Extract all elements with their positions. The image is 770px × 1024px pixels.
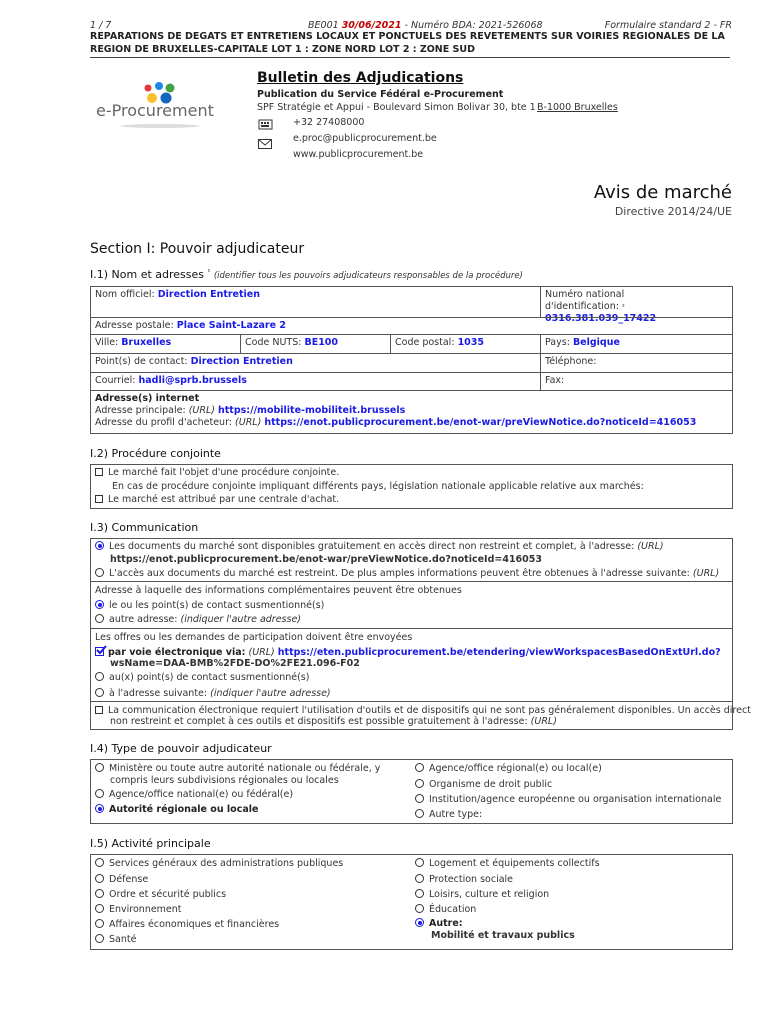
type-regional-authority-radio[interactable] (95, 804, 104, 813)
ecomm-label-2 (110, 716, 557, 727)
phone-cell (540, 353, 733, 373)
offers-url-tag: (URL) (248, 647, 275, 658)
type-eu-institution-option[interactable] (415, 794, 721, 805)
phone-label: Téléphone: (545, 356, 597, 367)
docs-restricted-option[interactable] (95, 568, 719, 579)
type-ministry-option[interactable] (95, 763, 380, 774)
official-name-value: Direction Entretien (157, 289, 261, 300)
postal-cell (90, 317, 733, 335)
activity-economic-option[interactable] (95, 919, 279, 930)
type-public-law-radio[interactable] (415, 779, 424, 788)
activity-general-radio[interactable] (95, 858, 104, 867)
type-public-law-option[interactable] (415, 779, 552, 790)
notice-title: Avis de marché (593, 182, 732, 203)
activity-general-label: Services généraux des administrations publiques (109, 858, 344, 869)
fax-cell (540, 372, 733, 391)
bulletin-phone: +32 27408000 (293, 117, 365, 128)
docs-free-url-tag: (URL) (637, 541, 664, 552)
docs-restricted-radio[interactable] (95, 568, 104, 577)
type-ministry-label-2: compris leurs subdivisions régionales ou locales (110, 775, 339, 786)
type-national-agency-option[interactable] (95, 789, 293, 800)
central-purchasing-checkbox[interactable] (95, 495, 103, 503)
activity-security-label: Ordre et sécurité publics (109, 889, 227, 900)
bulletin-web[interactable]: www.publicprocurement.be (293, 149, 424, 160)
offers-link-cont[interactable]: wsName=DAA-BMB%2FDE-DO%2FE21.096-F02 (110, 658, 360, 669)
main-url-label: Adresse principale: (95, 405, 186, 416)
info-other-label: autre adresse: (109, 614, 178, 625)
info-contact-option[interactable] (95, 600, 324, 611)
city-label: Ville: (95, 337, 119, 348)
email-value[interactable]: hadli@sprb.brussels (138, 375, 247, 386)
activity-education-radio[interactable] (415, 904, 424, 913)
logo-text: e-Procurement (96, 101, 214, 120)
email-label: Courriel: (95, 375, 136, 386)
ecomm-checkbox[interactable] (95, 706, 103, 714)
activity-general-option[interactable] (95, 858, 343, 869)
buyer-url-label: Adresse du profil d'acheteur: (95, 417, 233, 428)
info-contact-label: le ou les point(s) de contact susmentionné(s) (109, 600, 325, 611)
nuts-value: BE100 (304, 337, 339, 348)
type-national-agency-radio[interactable] (95, 789, 104, 798)
main-url-tag: (URL) (188, 405, 215, 416)
type-regional-agency-radio[interactable] (415, 763, 424, 772)
offers-contact-option[interactable] (95, 672, 309, 683)
info-title: Adresse à laquelle des informations complémentaires peuvent être obtenues (95, 585, 462, 596)
activity-defense-option[interactable] (95, 874, 148, 885)
official-name-label: Nom officiel: (95, 289, 155, 300)
activity-defense-label: Défense (109, 874, 149, 885)
ecomm-option[interactable] (95, 705, 751, 716)
central-purchasing-label: Le marché est attribué par une centrale d'achat. (108, 494, 340, 505)
docs-free-link[interactable]: https://enot.publicprocurement.be/enot-war/preViewNotice.do?noticeId=416053 (110, 554, 542, 565)
ecomm-url-tag: (URL) (530, 716, 557, 727)
activity-housing-label: Logement et équipements collectifs (429, 858, 600, 869)
activity-other-radio[interactable] (415, 918, 424, 927)
activity-leisure-label: Loisirs, culture et religion (429, 889, 550, 900)
activity-leisure-radio[interactable] (415, 889, 424, 898)
info-contact-radio[interactable] (95, 600, 104, 609)
buyer-url-link[interactable]: https://enot.publicprocurement.be/enot-war/preViewNotice.do?noticeId=416053 (264, 417, 697, 428)
bulletin-email[interactable]: e.proc@publicprocurement.be (293, 133, 437, 144)
type-other-option[interactable] (415, 809, 482, 820)
offers-address-hint: (indiquer l'autre adresse) (210, 688, 331, 699)
contract-title: REPARATIONS DE DEGATS ET ENTRETIENS LOCAUX ET PONCTUELS DES REVETEMENTS SUR VOIRIES REGIONALES DE LA REGION DE BRUXELLES-CAPITALE LOT 1 : ZONE NORD LOT 2 : ZONE SUD (90, 31, 725, 55)
activity-education-label: Éducation (429, 904, 477, 915)
activity-other-option[interactable] (415, 918, 463, 929)
bulletin-address: SPF Stratégie et Appui - Boulevard Simon Bolivar 30, bte 1 (257, 102, 536, 113)
type-regional-agency-option[interactable] (415, 763, 602, 774)
offers-contact-radio[interactable] (95, 672, 104, 681)
fax-label: Fax: (545, 375, 565, 386)
offers-address-radio[interactable] (95, 688, 104, 697)
s11-heading-text: I.1) Nom et adresses (90, 268, 205, 281)
type-ministry-label: Ministère ou toute autre autorité nationale ou fédérale, y (109, 763, 381, 774)
internet-label: Adresse(s) internet (95, 393, 200, 404)
offers-contact-label: au(x) point(s) de contact susmentionné(s) (109, 672, 310, 683)
notice-ref (308, 20, 543, 31)
ref-prefix: BE001 (308, 20, 339, 31)
activity-environment-radio[interactable] (95, 904, 104, 913)
email-cell (90, 372, 541, 391)
national-id-sup: ² (622, 303, 625, 311)
activity-defense-radio[interactable] (95, 874, 104, 883)
nuts-cell (240, 334, 391, 354)
section-title: Section I: Pouvoir adjudicateur (90, 241, 305, 257)
type-eu-institution-label: Institution/agence européenne ou organisation internationale (429, 794, 722, 805)
activity-social-radio[interactable] (415, 874, 424, 883)
activity-education-option[interactable] (415, 904, 476, 915)
main-url-link[interactable]: https://mobilite-mobiliteit.brussels (218, 405, 406, 416)
activity-security-radio[interactable] (95, 889, 104, 898)
info-other-hint: (indiquer l'autre adresse) (180, 614, 301, 625)
email-icon (258, 134, 272, 153)
city-value: Bruxelles (121, 337, 172, 348)
activity-other-label: Autre: (429, 918, 463, 929)
joint-procedure-option[interactable] (95, 467, 339, 478)
buyer-url-tag: (URL) (235, 417, 262, 428)
s11-hint: (identifier tous les pouvoirs adjudicateurs responsables de la procédure) (213, 271, 523, 281)
postcode-cell (390, 334, 541, 354)
contact-label: Point(s) de contact: (95, 356, 188, 367)
activity-social-label: Protection sociale (429, 874, 514, 885)
info-other-radio[interactable] (95, 614, 104, 623)
activity-economic-label: Affaires économiques et financières (109, 919, 280, 930)
header-divider (90, 57, 730, 58)
postal-value: Place Saint-Lazare 2 (176, 320, 286, 331)
docs-restricted-url-tag: (URL) (692, 568, 720, 579)
type-regional-authority-option[interactable] (95, 804, 258, 815)
activity-health-radio[interactable] (95, 934, 104, 943)
activity-housing-option[interactable] (415, 858, 600, 869)
bda-number: - Numéro BDA: 2021-526068 (404, 20, 543, 31)
eprocurement-logo (96, 80, 226, 130)
offers-electronic-label: par voie électronique via: (108, 647, 246, 658)
joint-procedure-checkbox[interactable] (95, 468, 103, 476)
bulletin-publisher: Publication du Service Fédéral e-Procurement (257, 89, 504, 100)
phone-icon (258, 116, 274, 135)
page-counter: 1 / 7 (90, 20, 112, 31)
activity-leisure-option[interactable] (415, 889, 549, 900)
s11-heading (90, 268, 523, 281)
activity-economic-radio[interactable] (95, 919, 104, 928)
internet-cell (90, 390, 733, 434)
contact-cell (90, 353, 541, 373)
offers-address-label: à l'adresse suivante: (109, 688, 208, 699)
offers-electronic-checkbox[interactable] (95, 647, 104, 656)
postal-label: Adresse postale: (95, 320, 174, 331)
joint-procedure-label: Le marché fait l'objet d'une procédure conjointe. (108, 467, 340, 478)
type-eu-institution-radio[interactable] (415, 794, 424, 803)
docs-free-radio[interactable] (95, 541, 104, 550)
s14-heading: I.4) Type de pouvoir adjudicateur (90, 742, 272, 755)
offers-address-option[interactable] (95, 688, 331, 699)
activity-environment-option[interactable] (95, 904, 182, 915)
notice-date: 30/06/2021 (341, 20, 402, 31)
national-id-label: Numéro national (545, 289, 625, 300)
offers-title: Les offres ou les demandes de participation doivent être envoyées (95, 632, 413, 643)
official-name-cell (90, 286, 541, 318)
bulletin-title[interactable]: Bulletin des Adjudications (257, 70, 464, 86)
joint-law-text: En cas de procédure conjointe impliquant différents pays, législation nationale applicable relative aux marchés: (112, 481, 644, 492)
ecomm-label-2-text: non restreint et complet à ces outils et dispositifs est possible gratuitement à l'adresse: (110, 716, 528, 727)
info-other-option[interactable] (95, 614, 301, 625)
activity-health-option[interactable] (95, 934, 136, 945)
type-regional-authority-label: Autorité régionale ou locale (109, 804, 259, 815)
activity-housing-radio[interactable] (415, 858, 424, 867)
directive: Directive 2014/24/UE (614, 205, 732, 218)
type-other-label: Autre type: (429, 809, 483, 820)
type-other-radio[interactable] (415, 809, 424, 818)
ecomm-label: La communication électronique requiert l'utilisation d'outils et de dispositifs qui ne sont pas généralement disponibles. Un accès direct (108, 705, 751, 716)
activity-health-label: Santé (109, 934, 137, 945)
country-cell (540, 334, 733, 354)
s15-heading: I.5) Activité principale (90, 837, 211, 850)
national-id-cell (540, 286, 733, 324)
offers-link[interactable]: https://eten.publicprocurement.be/etendering/viewWorkspacesBasedOnExtUrl.do? (277, 647, 721, 658)
activity-security-option[interactable] (95, 889, 226, 900)
bulletin-city: B-1000 Bruxelles (537, 102, 618, 113)
type-national-agency-label: Agence/office national(e) ou fédéral(e) (109, 789, 294, 800)
activity-social-option[interactable] (415, 874, 513, 885)
postcode-value: 1035 (457, 337, 485, 348)
activity-other-value: Mobilité et travaux publics (431, 930, 575, 941)
contact-value: Direction Entretien (190, 356, 293, 367)
activity-environment-label: Environnement (109, 904, 182, 915)
city-cell (90, 334, 241, 354)
country-label: Pays: (545, 337, 570, 348)
docs-free-label: Les documents du marché sont disponibles gratuitement en accès direct non restreint et complet, à l'adresse: (109, 541, 635, 552)
national-id-label2: d'identification: (545, 301, 619, 312)
national-id-value: 0316.381.039_17422 (545, 313, 657, 324)
type-ministry-radio[interactable] (95, 763, 104, 772)
country-value: Belgique (572, 337, 620, 348)
offers-electronic-option[interactable] (95, 647, 721, 658)
type-regional-agency-label: Agence/office régional(e) ou local(e) (429, 763, 602, 774)
docs-restricted-label: L'accès aux documents du marché est restreint. De plus amples informations peuvent être obtenues à l'adresse suivante: (109, 568, 690, 579)
nuts-label: Code NUTS: (245, 337, 302, 348)
form-type: Formulaire standard 2 - FR (604, 20, 732, 31)
s13-heading: I.3) Communication (90, 521, 199, 534)
type-public-law-label: Organisme de droit public (429, 779, 553, 790)
docs-free-option[interactable] (95, 541, 664, 552)
central-purchasing-option[interactable] (95, 494, 339, 505)
s11-sup: ¹ (207, 268, 211, 276)
postcode-label: Code postal: (395, 337, 455, 348)
s12-heading: I.2) Procédure conjointe (90, 447, 221, 460)
